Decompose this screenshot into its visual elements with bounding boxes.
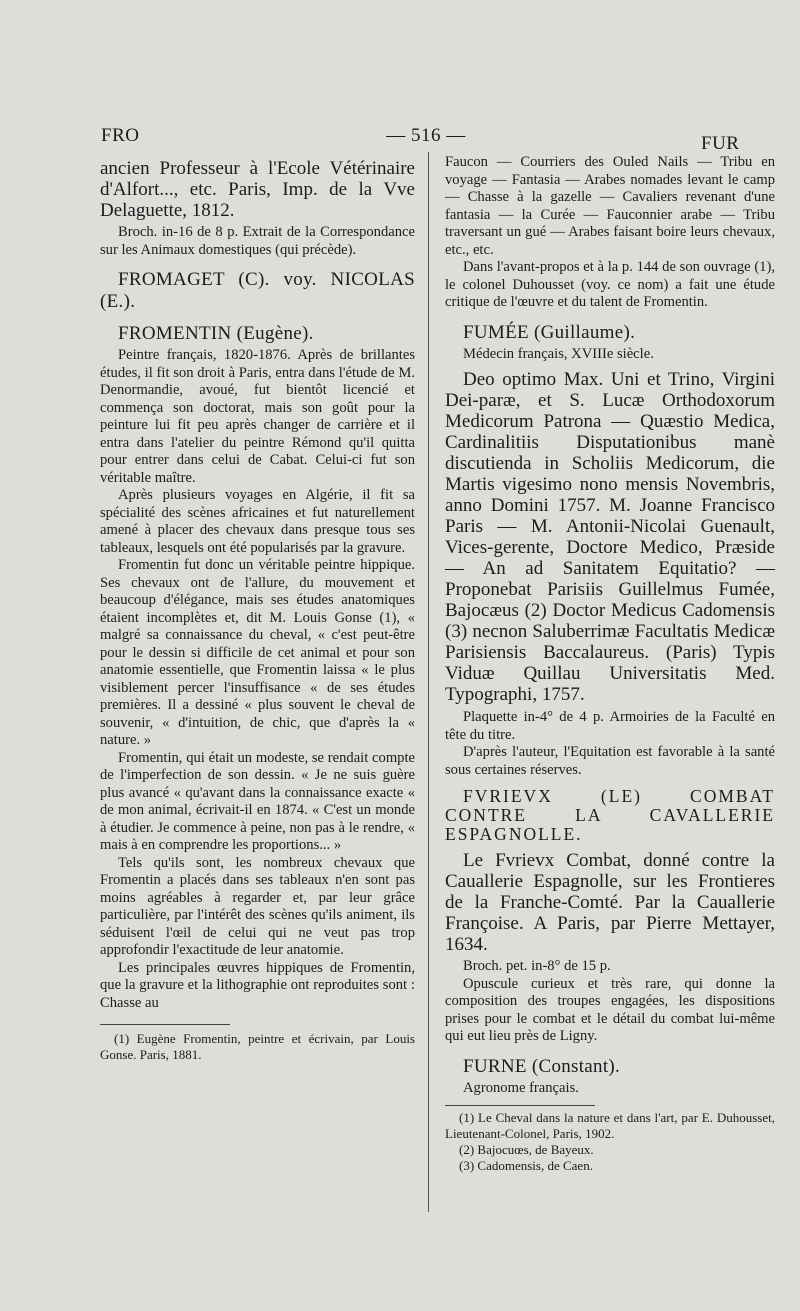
entry-description: Plaquette in-4° de 4 p. Armoiries de la Faculté en tête du titre.	[445, 709, 775, 743]
footnote: (1) Eugène Fromentin, peintre et écrivain, par Louis Gonse. Paris, 1881.	[100, 1031, 415, 1062]
running-head-right: FUR	[701, 133, 740, 154]
entry-paragraph: D'après l'auteur, l'Equitation est favorable à la santé sous certaines réserves.	[445, 744, 775, 778]
entry-paragraph: Dans l'avant-propos et à la p. 144 de son ouvrage (1), le colonel Duhousset (voy. ce nom) a fait une étude critique de l'œuvre et du talent de Fromentin.	[445, 259, 775, 310]
entry-heading: FUMÉE (Guillaume).	[463, 321, 636, 343]
footnote-rule	[445, 1105, 595, 1106]
entry-paragraph: Peintre français, 1820-1876. Après de brillantes études, il fit son droit à Paris, entra dans l'étude de M. Denormandie, avoué, fut bientôt licencié et commença son doctorat, mais son goût pour la peinture lui fit peu après changer de carrière et il entra dans l'atelier du peintre Rémond qu'il quitta pour entrer dans celui de Cabat. Celui-ci fut son véritable maître.	[100, 347, 415, 486]
entry-title: Le Fvrievx Combat, donné contre la Cauallerie Espagnolle, sur les Frontieres de la Franche-Comté. Par la Cauallerie Françoise. A Paris, par Pierre Mettayer, 1634.	[445, 850, 775, 955]
entry-title: Deo optimo Max. Uni et Trino, Virgini Dei-paræ, et S. Lucæ Orthodoxorum Medicorum Patrona — Quæstio Medica, Cardinalitiis Disputationibus manè discutienda in Scholiis Medicorum, die Martis vigesimo nono mensis Novembris, anno Domini 1757. M. Joanne Francisco Paris — M. Antonii-Nicolai Guenault, Vices-gerente, Doctore Medico, Præside — An ad Sanitatem Equitatio? — Proponebat Parisiis Guillelmus Fumée, Bajocæus (2) Doctor Medicus Cadomensis (3) necnon Saluberrimæ Facultatis Medicæ Parisiensis Baccalaureus. (Paris) Typis Viduæ Quillau Universitatis Med. Typographi, 1757.	[445, 369, 775, 705]
entry-description: Broch. in-16 de 8 p. Extrait de la Correspondance sur les Animaux domestiques (qui précède).	[100, 224, 415, 258]
left-column	[100, 158, 415, 1063]
entry-continuation: Faucon — Courriers des Ouled Nails — Tribu en voyage — Fantasia — Arabes nomades levant le camp — Chasse à la gazelle — Cavaliers revenant d'une fantasia — la Curée — Fauconnier arabe — Tribu traversant un gué — Arabes faisant boire leurs chevaux, etc., etc.	[445, 154, 775, 258]
entry-description: Médecin français, XVIIIe siècle.	[463, 345, 654, 362]
column-divider	[428, 152, 429, 1212]
right-column	[445, 154, 775, 1174]
entry-continuation: ancien Professeur à l'Ecole Vétérinaire d'Alfort..., etc. Paris, Imp. de la Vve Delaguette, 1812.	[100, 158, 415, 221]
running-head-left: FRO	[101, 125, 140, 146]
entry-heading: FROMAGET (C). voy. NICOLAS (E.).	[100, 269, 415, 312]
entry-description: Agronome français.	[463, 1079, 579, 1096]
entry-heading: FURNE (Constant).	[463, 1055, 621, 1077]
entry-paragraph: Après plusieurs voyages en Algérie, il fit sa spécialité des scènes africaines et fut naturellement amené à placer des chevaux dans presque tous ses tableaux, lesquels ont été popularisés par la gravure.	[100, 487, 415, 556]
page-number: — 516 —	[386, 125, 466, 146]
entry-paragraph: Fromentin, qui était un modeste, se rendait compte de l'imperfection de son dessin. « Je ne suis guère plus avancé « qu'avant dans la connaissance exacte « de mon animal, écrivait-il en 1874. « C'est un monde à étudier. Je commence à peine, non pas à le rendre, « mais à en comprendre les proportions... »	[100, 749, 415, 853]
entry-paragraph: Fromentin fut donc un véritable peintre hippique. Ses chevaux ont de l'allure, du mouvement et beaucoup d'élégance, mais ses études anatomiques étaient incomplètes et, dit M. Louis Gonse (1), « malgré sa connaissance du cheval, « c'est peut-être pour le dessin si difficile de cet animal et pour son anatomie essentielle, que Fromentin laissa « le plus visiblement percer l'insuffisance « de ses études premières. Il a dessiné « plus souvent le cheval de souvenir, « d'intuition, de chic, que d'après la « nature. »	[100, 557, 415, 748]
footnote: (3) Cadomensis, de Caen.	[459, 1158, 593, 1173]
entry-description: Broch. pet. in-8° de 15 p.	[463, 958, 611, 974]
entry-paragraph: Tels qu'ils sont, les nombreux chevaux que Fromentin a placés dans ses tableaux n'en sont pas moins agréables à regarder et, par leur grâce particulière, par l'intérêt des scènes qu'ils animent, ils séduisent l'œil de celui qui ne veut pas trop approfondir l'exactitude de leur anatomie.	[100, 854, 415, 958]
entry-paragraph: Opuscule curieux et très rare, qui donne la composition des troupes engagées, les dispositions prises pour le combat et le détail du combat lui-même qui eut lieu près de Ligny.	[445, 975, 775, 1044]
footnote: (1) Le Cheval dans la nature et dans l'art, par E. Duhousset, Lieutenant-Colonel, Paris, 1902.	[445, 1110, 775, 1141]
entry-heading: FROMENTIN (Eugène).	[118, 323, 314, 344]
footnote: (2) Bajocuœs, de Bayeux.	[459, 1142, 594, 1157]
entry-paragraph: Les principales œuvres hippiques de Fromentin, que la gravure et la lithographie ont reproduites sont : Chasse au	[100, 959, 415, 1011]
footnote-rule	[100, 1024, 230, 1025]
entry-heading: FVRIEVX (LE) COMBAT CONTRE LA CAVALLERIE ESPAGNOLLE.	[445, 786, 775, 844]
